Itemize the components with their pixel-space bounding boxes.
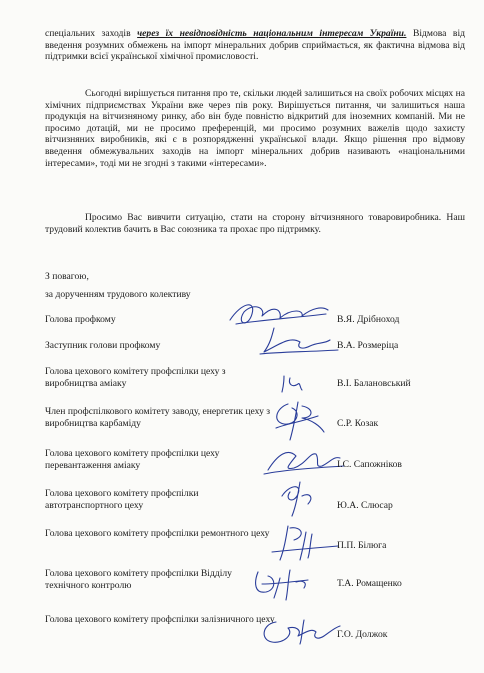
signature [250,322,345,360]
paragraph-1-rest: Відмова від введення розумних обмежень на імпорт мінеральних добрив сприймається, як фактична відмова від підтримки всієї української хімічної промисловості. [45,28,465,63]
signatory-role: Голова цехового комітету профспілки цеху перевантаження аміаку [45,448,220,472]
signatory-role: Голова профкому [45,314,116,325]
signatory-name: В.І. Балановський [337,378,411,389]
closing-mandate: за дорученням трудового колективу [45,289,191,300]
signature [278,372,306,394]
signatory-role: Голова цехового комітету профспілки Відділу технічного контролю [45,568,232,592]
signatory-name: Г.О. Должок [337,629,388,640]
paragraph-1-emphasis: через їх невідповідність національним інтересам України. [137,28,407,39]
signature [262,520,344,564]
paragraph-3: Просимо Вас вивчити ситуацію, стати на сторону вітчизняного товаровиробника. Наш трудовий колектив бачить в Вас союзника та прохає про підтримку. [45,212,465,235]
signatory-name: В.Я. Дрібноход [337,314,400,325]
signature [262,396,337,444]
signatory-role: Член профспілкового комітету заводу, енергетик цеху з виробництва карбаміду [45,406,271,430]
closing-regards: З повагою, [45,271,89,282]
paragraph-2: Сьогодні вирішується питання про те, скільки людей залишиться на своїх робочих місцях на хімічних підприємствах України вже через пів року. Вирішується питання, чи залишиться наша продукція на вітчизняному ринку, або він буде повністю відкритий для іноземних компаній. Ми не просимо дотацій, ми не просимо преференцій, ми просимо розумних важелів щодо захисту вітчизняних виробників, які є в розпорядженні української влади. Якщо рішення про відмову введення обмежувальних заходів на імпорт мінеральних добрив називають «національними інтересами», тоді ми не згодні з такими «інтересами». [45,88,465,169]
signatory-role: Голова цехового комітету профспілки ремонтного цеху [45,528,270,539]
signature [246,562,328,604]
signatory-name: Ю.А. Слюсар [337,500,393,511]
signatory-name: В.А. Розмеріца [337,340,399,351]
signatory-name: П.П. Білюга [337,540,387,551]
signatory-name: Т.А. Ромащенко [337,578,402,589]
signatory-name: С.Р. Козак [337,418,379,429]
signatory-name: І.С. Сапожніков [337,459,402,470]
paragraph-1 [45,28,465,63]
signatory-role: Голова цехового комітету профспілки цеху з виробництва аміаку [45,366,226,390]
signature [258,440,348,480]
signature [254,612,344,650]
signatory-role: Заступник голови профкому [45,340,161,351]
paragraph-1-lead: спеціальних заходів [45,28,131,39]
signature [272,476,322,520]
signatory-role: Голова цехового комітету профспілки залізничного цеху [45,614,275,625]
signatory-role: Голова цехового комітету профспілки автотранспортного цеху [45,488,199,512]
